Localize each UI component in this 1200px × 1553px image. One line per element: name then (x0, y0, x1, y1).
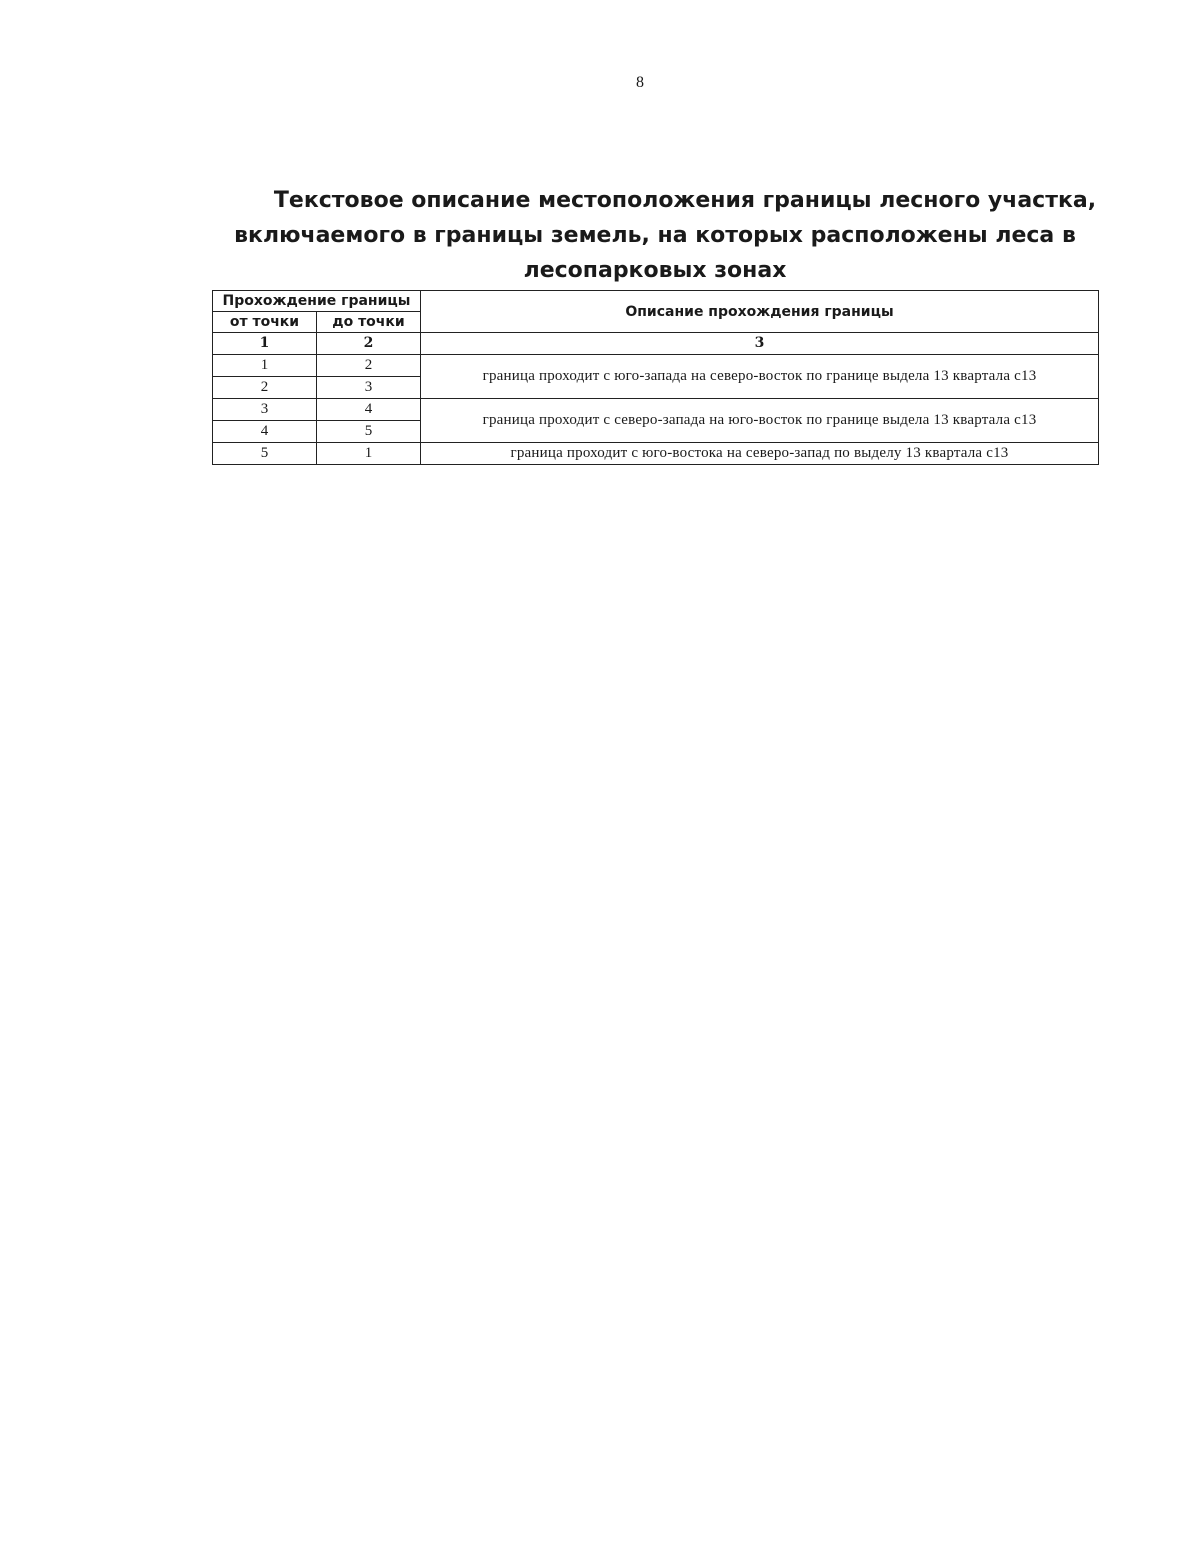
column-number: 1 (213, 333, 317, 355)
description-cell: граница проходит с юго-запада на северо-восток по границе выдела 13 квартала с13 (421, 355, 1099, 399)
from-point-cell: 3 (213, 399, 317, 421)
to-point-cell: 3 (317, 377, 421, 399)
description-cell: граница проходит с юго-востока на северо-запад по выделу 13 квартала с13 (421, 443, 1099, 465)
to-point-cell: 2 (317, 355, 421, 377)
from-point-cell: 2 (213, 377, 317, 399)
from-point-cell: 4 (213, 421, 317, 443)
header-boundary-passage: Прохождение границы (213, 291, 421, 312)
description-cell: граница проходит с северо-запада на юго-восток по границе выдела 13 квартала с13 (421, 399, 1099, 443)
to-point-cell: 4 (317, 399, 421, 421)
to-point-cell: 5 (317, 421, 421, 443)
header-to-point: до точки (317, 312, 421, 333)
page-number: 8 (636, 74, 644, 91)
title-line-2: включаемого в границы земель, на которых расположены леса в (234, 223, 1076, 248)
boundary-table (212, 290, 1099, 465)
table-row (213, 443, 1099, 465)
table-row (213, 355, 1099, 377)
header-row (213, 291, 1099, 312)
table-row (213, 399, 1099, 421)
to-point-cell: 1 (317, 443, 421, 465)
title-line-1: Текстовое описание местоположения границы лесного участка, (273, 188, 1097, 213)
header-description: Описание прохождения границы (421, 291, 1099, 333)
column-number: 3 (421, 333, 1099, 355)
column-number: 2 (317, 333, 421, 355)
header-from-point: от точки (213, 312, 317, 333)
document-title (212, 183, 1098, 288)
column-number-row (213, 333, 1099, 355)
from-point-cell: 1 (213, 355, 317, 377)
from-point-cell: 5 (213, 443, 317, 465)
title-line-3: лесопарковых зонах (523, 258, 787, 283)
